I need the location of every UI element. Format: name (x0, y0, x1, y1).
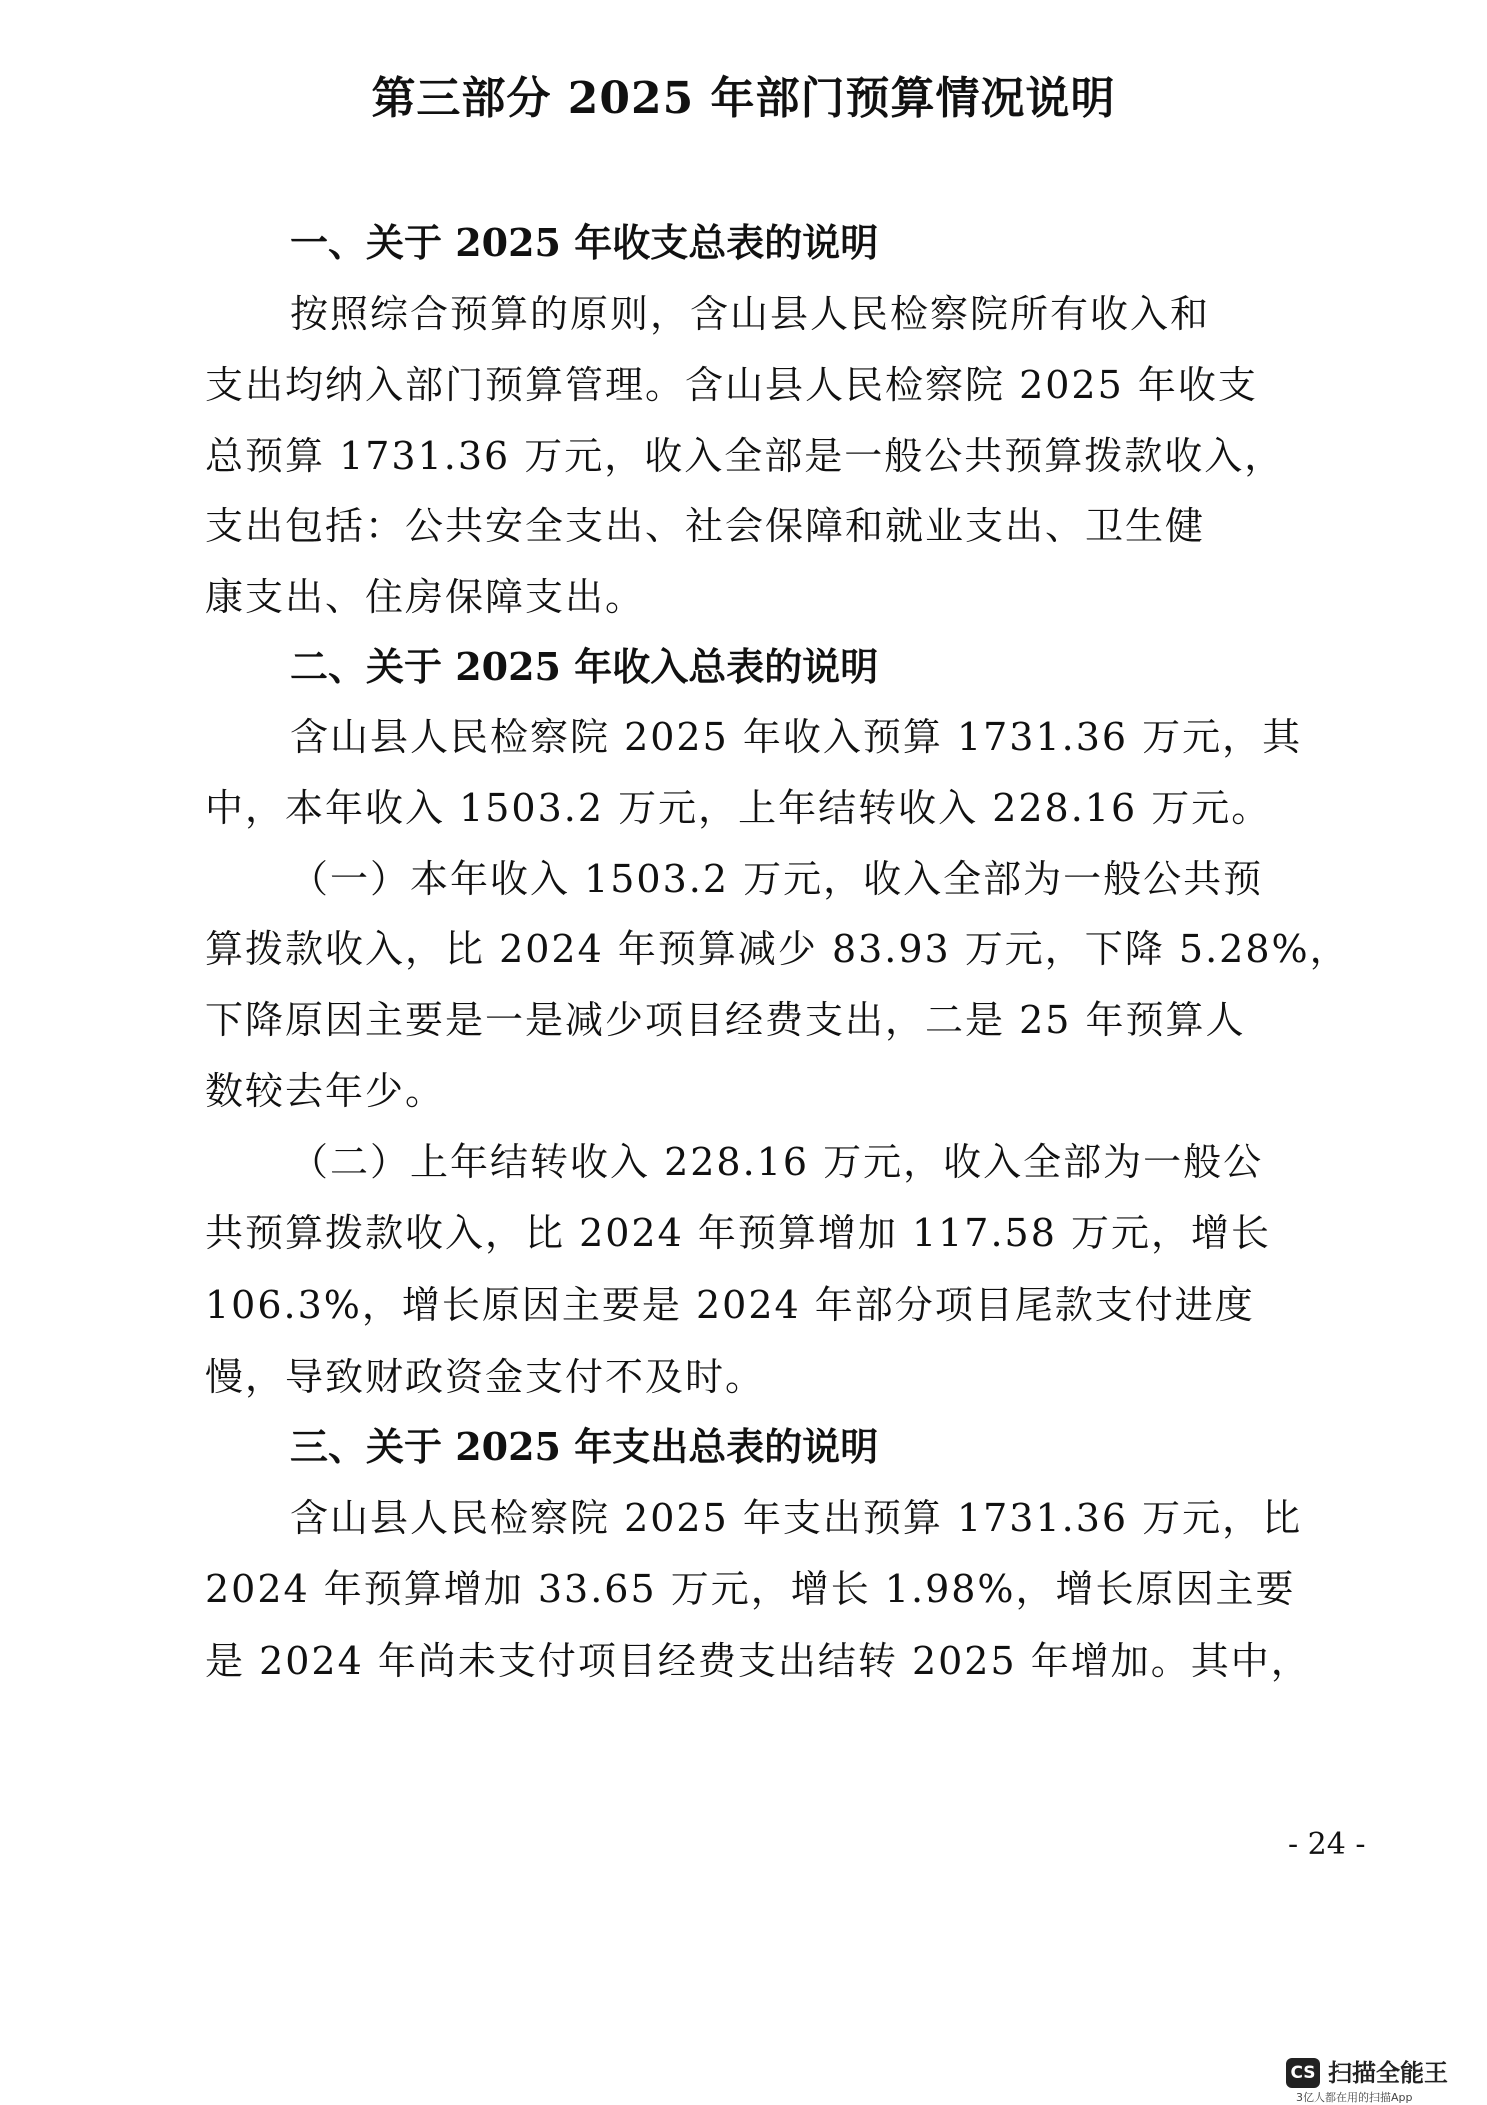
scanner-tagline: 3亿人都在用的扫描App (1296, 2091, 1413, 2104)
paragraph-line: 是 2024 年尚未支付项目经费支出结转 2025 年增加。其中， (205, 1639, 1311, 1683)
paragraph-line: 共预算拨款收入，比 2024 年预算增加 117.58 万元，增长 (205, 1211, 1271, 1255)
paragraph-line: （一）本年收入 1503.2 万元，收入全部为一般公共预 (290, 857, 1264, 901)
paragraph-line: 106.3%，增长原因主要是 2024 年部分项目尾款支付进度 (205, 1283, 1255, 1327)
paragraph-line: 支出均纳入部门预算管理。含山县人民检察院 2025 年收支 (205, 363, 1258, 407)
paragraph-line: （二）上年结转收入 228.16 万元，收入全部为一般公 (290, 1140, 1264, 1184)
scanner-logo-icon: CS (1286, 2058, 1320, 2088)
paragraph-line: 下降原因主要是一是减少项目经费支出，二是 25 年预算人 (205, 998, 1246, 1042)
paragraph-line: 含山县人民检察院 2025 年支出预算 1731.36 万元，比 (290, 1496, 1303, 1540)
scanner-watermark (1286, 2058, 1476, 2104)
paragraph-line: 总预算 1731.36 万元，收入全部是一般公共预算拨款收入， (205, 434, 1285, 478)
section-heading: 二、关于 2025 年收入总表的说明 (290, 644, 879, 689)
paragraph-line: 中，本年收入 1503.2 万元，上年结转收入 228.16 万元。 (205, 786, 1272, 830)
scanner-app-name: 扫描全能王 (1328, 2059, 1448, 2087)
section-heading: 一、关于 2025 年收支总表的说明 (290, 220, 879, 265)
paragraph-line: 支出包括：公共安全支出、社会保障和就业支出、卫生健 (205, 504, 1206, 548)
paragraph-line: 算拨款收入，比 2024 年预算减少 83.93 万元，下降 5.28%， (205, 927, 1350, 971)
paragraph-line: 含山县人民检察院 2025 年收入预算 1731.36 万元，其 (290, 715, 1303, 759)
section-heading: 三、关于 2025 年支出总表的说明 (290, 1424, 879, 1469)
paragraph-line: 慢，导致财政资金支付不及时。 (205, 1355, 766, 1399)
page-title: 第三部分 2025 年部门预算情况说明 (371, 73, 1116, 124)
page-number: - 24 - (1288, 1827, 1366, 1862)
paragraph-line: 康支出、住房保障支出。 (205, 575, 646, 619)
paragraph-line: 2024 年预算增加 33.65 万元，增长 1.98%，增长原因主要 (205, 1567, 1296, 1611)
paragraph-line: 按照综合预算的原则，含山县人民检察院所有收入和 (290, 292, 1211, 336)
paragraph-line: 数较去年少。 (205, 1069, 446, 1113)
